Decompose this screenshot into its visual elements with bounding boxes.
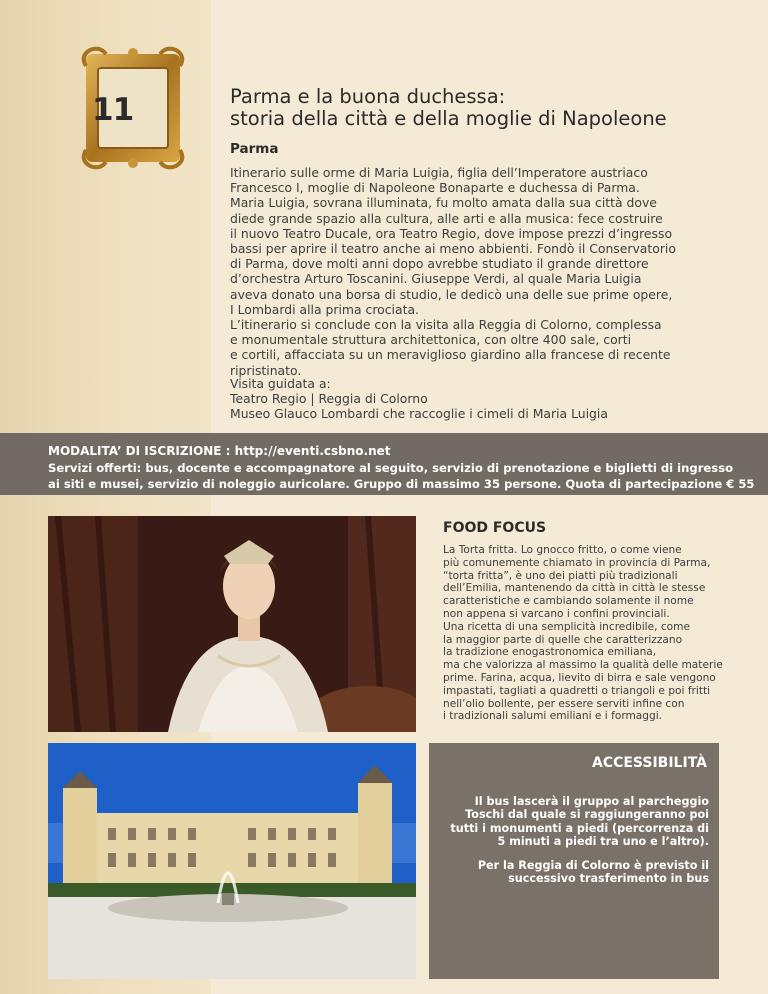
- maria-luigia-portrait-photo: [48, 516, 416, 732]
- enrollment-band: [0, 433, 768, 495]
- description-line: L’itinerario si conclude con la visita alla Reggia di Colorno, complessa: [230, 317, 662, 333]
- description-line: Maria Luigia, sovrana illuminata, fu molto amata dalla sua città dove: [230, 195, 657, 211]
- accessibility-box: [429, 743, 719, 979]
- enrollment-services-line: Servizi offerti: bus, docente e accompagnatore al seguito, servizio di prenotazione e biglietti di ingresso: [48, 461, 734, 475]
- food-line: più comunemente chiamato in provincia di Parma,: [443, 556, 711, 569]
- accessibility-line: tutti i monumenti a piedi (percorrenza di: [450, 821, 709, 835]
- food-line: nell’olio bollente, per essere serviti infine con: [443, 697, 685, 710]
- city-subtitle: Parma: [230, 141, 279, 157]
- reggia-di-colorno-photo: [48, 743, 416, 979]
- description-line: di Parma, dove molti anni dopo avrebbe studiato il grande direttore: [230, 256, 649, 272]
- description-line: Francesco I, moglie di Napoleone Bonaparte e duchessa di Parma.: [230, 180, 640, 196]
- itinerary-number: 11: [92, 92, 134, 128]
- visit-sites: Teatro Regio | Reggia di Colorno: [230, 391, 428, 407]
- enrollment-details: [48, 460, 762, 492]
- food-focus-title: FOOD FOCUS: [443, 520, 547, 536]
- food-line: Una ricetta di una semplicità incredibile, come: [443, 620, 691, 633]
- accessibility-line: Toschi dal quale si raggiungeranno poi: [465, 808, 709, 822]
- food-line: i tradizionali salumi emiliani e i formaggi.: [443, 710, 663, 723]
- description-line: e monumentale struttura architettonica, con oltre 400 sale, corti: [230, 332, 632, 348]
- page-title: [230, 86, 750, 130]
- food-line: non appena si varcano i confini provinciali.: [443, 607, 670, 620]
- food-line: impastati, tagliati a quadretti o triangoli e poi fritti: [443, 684, 711, 697]
- visit-museum: Museo Glauco Lombardi che raccoglie i cimeli di Maria Luigia: [230, 406, 608, 422]
- enrollment-link-line: MODALITA’ DI ISCRIZIONE : http://eventi.csbno.net: [48, 444, 391, 458]
- accessibility-paragraph-2: [439, 859, 709, 886]
- food-focus-text: [443, 544, 723, 723]
- accessibility-line: 5 minuti a piedi tra uno e l’altro).: [497, 835, 709, 849]
- description-line: Itinerario sulle orme di Maria Luigia, figlia dell’Imperatore austriaco: [230, 165, 648, 180]
- accessibility-line: Per la Reggia di Colorno è previsto il: [477, 858, 709, 872]
- description-line: diede grande spazio alla cultura, alle arti e alla musica: fece costruire: [230, 210, 663, 226]
- itinerary-description: [230, 165, 750, 378]
- food-line: “torta fritta”, è uno dei piatti più tradizionali: [443, 569, 678, 582]
- food-line: dell’Emilia, mantenendo da città in città le stesse: [443, 582, 706, 595]
- food-line: La Torta fritta. Lo gnocco fritto, o come viene: [443, 544, 682, 556]
- description-line: bassi per aprire il teatro anche ai meno abbienti. Fondò il Conservatorio: [230, 241, 676, 257]
- food-line: ma che valorizza al massimo la qualità delle materie: [443, 659, 723, 672]
- accessibility-line: successivo trasferimento in bus: [508, 872, 709, 886]
- description-line: il nuovo Teatro Ducale, ora Teatro Regio, dove impose prezzi d’ingresso: [230, 225, 673, 241]
- food-line: prime. Farina, acqua, lievito di birra e sale vengono: [443, 671, 716, 684]
- description-line: I Lombardi alla prima crociata.: [230, 301, 419, 317]
- description-line: d’orchestra Arturo Toscanini. Giuseppe Verdi, al quale Maria Luigia: [230, 271, 642, 287]
- guided-visit: [230, 376, 608, 422]
- description-line: ripristinato.: [230, 362, 302, 378]
- food-line: caratteristiche e cambiando solamente il nome: [443, 595, 694, 608]
- enrollment-price-line: ai siti e musei, servizio di noleggio auricolare. Gruppo di massimo 35 persone. Quota di partecipazione € 55: [48, 477, 755, 491]
- food-line: la tradizione enogastronomica emiliana,: [443, 646, 657, 659]
- accessibility-paragraph-1: [439, 795, 709, 849]
- title-line-1: Parma e la buona duchessa:: [230, 85, 506, 108]
- title-line-2: storia della città e della moglie di Napoleone: [230, 107, 667, 130]
- accessibility-text: [439, 795, 709, 895]
- visit-label: Visita guidata a:: [230, 376, 331, 391]
- food-line: la maggior parte di quelle che caratterizzano: [443, 633, 683, 646]
- accessibility-line: Il bus lascerà il gruppo al parcheggio: [474, 795, 709, 808]
- description-line: aveva donato una borsa di studio, le dedicò una delle sue prime opere,: [230, 286, 673, 302]
- description-line: e cortili, affacciata su un meraviglioso giardino alla francese di recente: [230, 347, 671, 363]
- accessibility-title: ACCESSIBILITÀ: [591, 755, 707, 771]
